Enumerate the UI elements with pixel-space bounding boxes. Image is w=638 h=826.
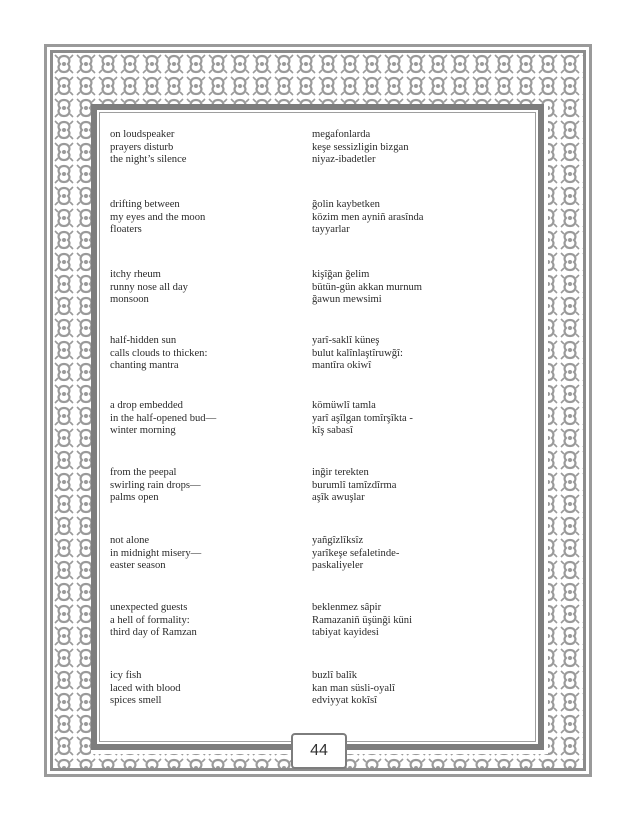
poem-7-translation — [312, 535, 399, 573]
poem-line: winter morning — [110, 425, 176, 437]
poem-8-english — [110, 602, 197, 640]
poem-9-translation — [312, 670, 395, 708]
poem-6-translation — [312, 467, 396, 505]
poem-line: niyaz-ibadetler — [312, 154, 376, 166]
poem-line: swirling rain drops— — [110, 479, 201, 491]
poem-line: the night’s silence — [110, 154, 187, 166]
poem-line: yarî aşîlgan tomîrşîkta - — [312, 412, 413, 424]
poem-line: közim men ayniñ arasînda — [312, 211, 424, 223]
poem-line: tabiyat kayidesi — [312, 627, 379, 639]
poem-line: in the half-opened bud— — [110, 412, 217, 424]
page-number: 44 — [291, 733, 347, 769]
poem-1-english — [110, 129, 187, 167]
poem-line: yarîkeşe sefaletinde- — [312, 547, 400, 559]
poem-7-english — [110, 535, 201, 573]
poem-line: calls clouds to thicken: — [110, 347, 208, 359]
poem-line: aşîk awuşlar — [312, 492, 365, 504]
poem-line: kişîğan ğelim — [312, 269, 370, 280]
poem-line: a drop embedded — [110, 400, 183, 411]
poem-5-english — [110, 400, 216, 438]
poem-line: third day of Ramzan — [110, 627, 197, 639]
poem-line: mantîra okiwî — [312, 360, 372, 372]
poem-line: burumlî tamîzdîrma — [312, 479, 397, 491]
poem-line: itchy rheum — [110, 269, 161, 280]
poem-line: on loudspeaker — [110, 129, 175, 140]
poem-line: not alone — [110, 535, 150, 546]
poem-line: beklenmez sâpir — [312, 602, 382, 613]
poem-line: Ramazaniñ üşünği küni — [312, 614, 413, 626]
poem-line: megafonlarda — [312, 129, 371, 140]
poem-line: easter season — [110, 560, 166, 572]
poem-line: floaters — [110, 224, 142, 236]
poem-line: palms open — [110, 492, 159, 504]
poem-4-english — [110, 335, 207, 373]
poem-line: paskaliyeler — [312, 560, 364, 572]
poem-line: edviyyat kokîsî — [312, 695, 378, 707]
poem-2-english — [110, 199, 205, 237]
poem-line: a hell of formality: — [110, 614, 190, 626]
poem-line: monsoon — [110, 294, 149, 306]
poem-line: ğolin kaybetken — [312, 199, 380, 210]
poem-line: prayers disturb — [110, 141, 174, 153]
poem-2-translation — [312, 199, 424, 237]
poem-line: kan man süsli-oyalî — [312, 682, 395, 694]
poem-line: bütün-gün akkan murnum — [312, 281, 423, 293]
poem-3-english — [110, 269, 188, 307]
poem-line: inğir terekten — [312, 467, 369, 478]
poem-line: unexpected guests — [110, 602, 188, 613]
poem-5-translation — [312, 400, 413, 438]
poem-line: keşe sessizligin bizgan — [312, 141, 409, 153]
poem-line: buzlî balîk — [312, 670, 358, 681]
poem-line: spices smell — [110, 695, 162, 707]
poem-line: from the peepal — [110, 467, 177, 478]
poem-line: yarî-saklî küneş — [312, 335, 380, 346]
poem-6-english — [110, 467, 201, 505]
poem-line: laced with blood — [110, 682, 181, 694]
poem-line: kömüwlî tamla — [312, 400, 376, 411]
poem-4-translation — [312, 335, 403, 373]
poem-line: drifting between — [110, 199, 180, 210]
poem-line: yañgîzlîksîz — [312, 535, 364, 546]
poem-line: ğawun mewsimi — [312, 294, 382, 306]
poem-line: in midnight misery— — [110, 547, 202, 559]
poem-3-translation — [312, 269, 422, 307]
poem-9-english — [110, 670, 181, 708]
poem-8-translation — [312, 602, 412, 640]
poem-line: tayyarlar — [312, 224, 350, 236]
poem-line: bulut kalînlaştîruwğî: — [312, 347, 403, 359]
poem-line: icy fish — [110, 670, 142, 681]
poem-line: half-hidden sun — [110, 335, 177, 346]
poem-line: runny nose all day — [110, 281, 188, 293]
poem-line: chanting mantra — [110, 360, 179, 372]
poem-line: kîş sabasî — [312, 425, 353, 437]
poem-1-translation — [312, 129, 409, 167]
poem-line: my eyes and the moon — [110, 211, 206, 223]
